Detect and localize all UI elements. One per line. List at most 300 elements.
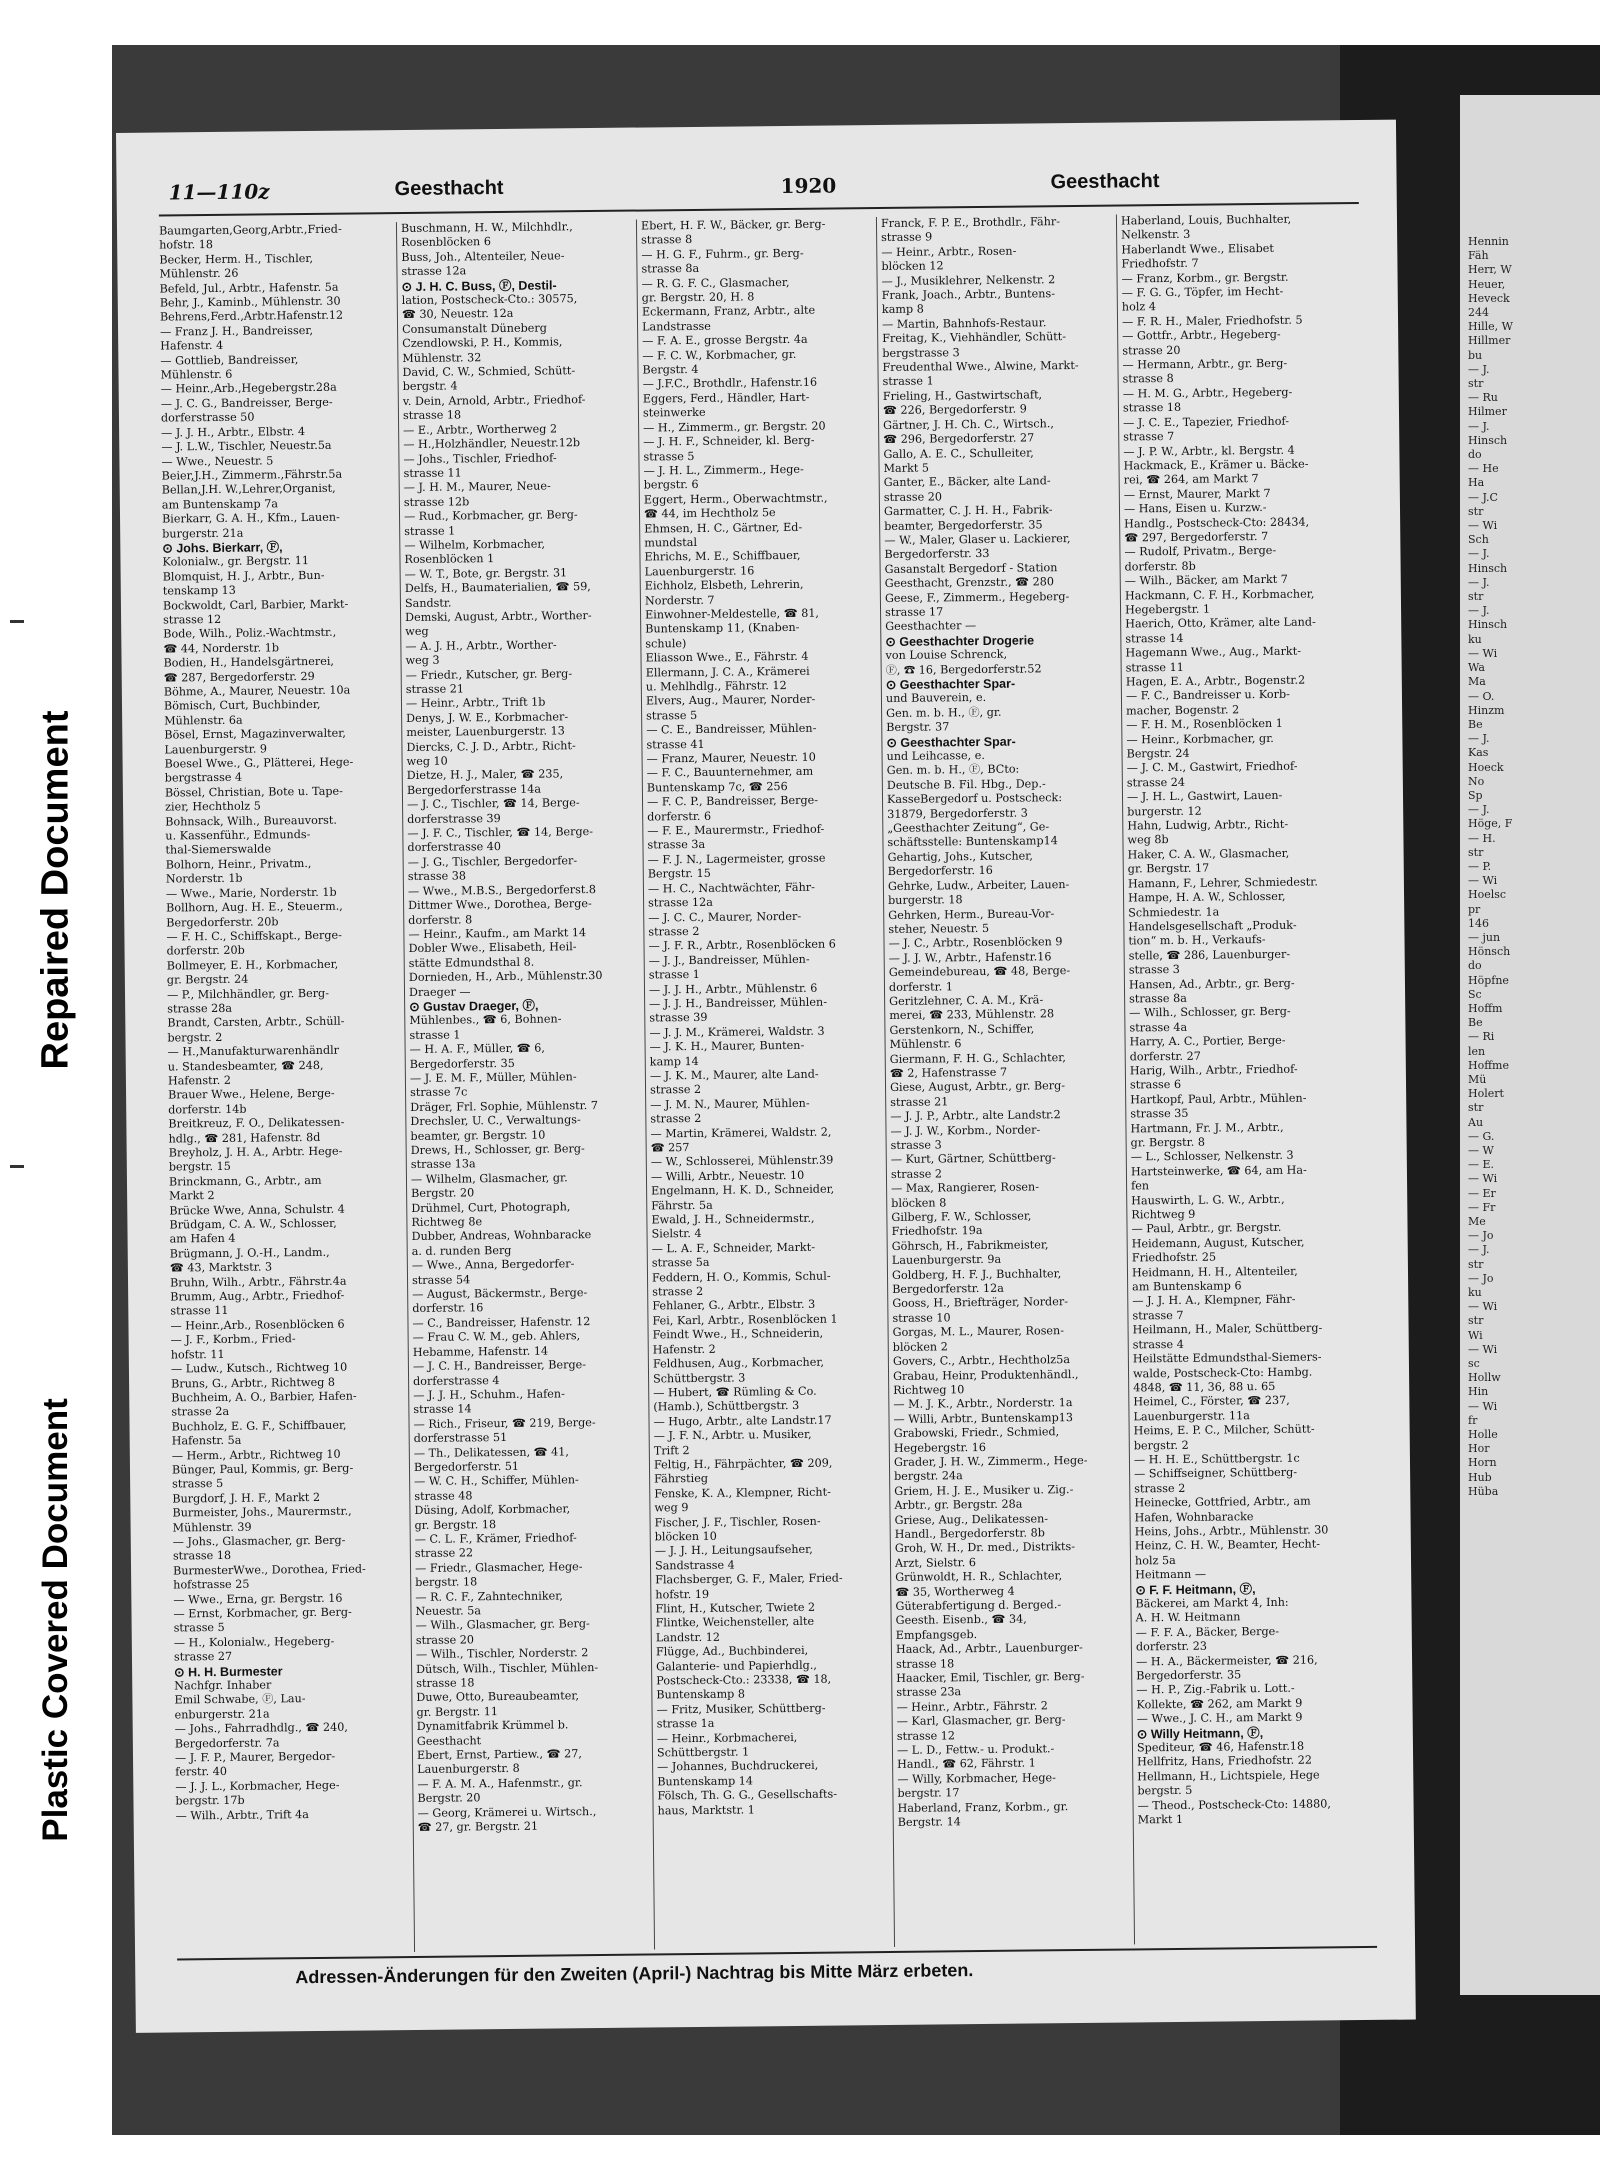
directory-entry-line: Haerich, Otto, Krämer, alte Land- — [1125, 615, 1316, 631]
directory-entry-line: Fährstieg — [654, 1472, 709, 1486]
directory-entry-line: und Bauverein, e. — [885, 691, 987, 706]
directory-entry-line: — Gottlieb, Bandreisser, — [160, 352, 299, 368]
directory-entry-line: Handelsgesellschaft „Produk- — [1128, 918, 1297, 934]
directory-entry-line: BurmesterWwe., Dorothea, Fried- — [172, 1562, 366, 1578]
directory-entry-line: Kolonialw., gr. Bergstr. 11 — [162, 554, 310, 569]
directory-entry-line: Richtweg 10 — [893, 1383, 965, 1397]
directory-entry-line: — J. K. M., Maurer, alte Land- — [649, 1067, 819, 1083]
directory-entry-line: — H. H. E., Schüttbergstr. 1c — [1133, 1451, 1300, 1467]
directory-entry-line: — F. A. E., grosse Bergstr. 4a — [642, 333, 808, 348]
next-page-edge — [1460, 95, 1600, 1995]
directory-entry-line: strasse 18 — [402, 408, 462, 423]
directory-entry-line: — Gottfr., Arbtr., Hegeberg- — [1122, 328, 1281, 343]
directory-entry-line: — H. A., Bäckermeister, ☎ 216, — [1135, 1653, 1318, 1669]
next-page-fragment: Holert — [1468, 1087, 1504, 1101]
directory-entry-line: Flint, H., Kutscher, Twiete 2 — [655, 1600, 816, 1616]
directory-entry-line: — Franz J. H., Bandreisser, — [160, 323, 314, 339]
next-page-fragment: Hilmer — [1468, 405, 1507, 419]
directory-entry-line: — P., Milchhändler, gr. Berg- — [166, 986, 330, 1002]
directory-entry-line: Brandt, Carsten, Arbtr., Schüll- — [167, 1015, 345, 1030]
directory-entry-line: Garmatter, C. J. H. H., Fabrik- — [883, 503, 1053, 519]
directory-entry-line: gr. Bergstr. 17 — [1127, 861, 1210, 876]
directory-entry-line: Breyholz, J. H. A., Arbtr. Hege- — [168, 1144, 343, 1160]
directory-entry-line: Fischer, J. F., Tischler, Rosen- — [654, 1514, 821, 1529]
directory-entry-line: Gorgas, M. L., Maurer, Rosen- — [892, 1324, 1065, 1340]
directory-entry-line: — Frau C. W. M., geb. Ahlers, — [412, 1329, 581, 1345]
directory-entry-line: Richtweg 8e — [411, 1215, 483, 1229]
directory-entry-line: Behrens,Ferd.,Arbtr.Hafenstr.12 — [159, 309, 344, 324]
directory-entry-line: Franck, F. P. E., Brothdlr., Fähr- — [880, 215, 1061, 230]
directory-entry-line: Bergedorferstr. 35 — [409, 1056, 515, 1071]
next-page-fragment: — Jo — [1468, 1229, 1494, 1243]
directory-entry-line: Buntenskamp 8 — [656, 1687, 746, 1702]
directory-entry-line: Bergedorferstr. 12a — [892, 1281, 1004, 1296]
next-page-fragment: Wi — [1468, 1328, 1483, 1342]
directory-entry-line: steinwerke — [642, 406, 706, 420]
directory-entry-line: Gehrke, Ludw., Arbeiter, Lauen- — [887, 877, 1070, 893]
directory-entry-line: Güterabfertigung d. Berged.- — [895, 1598, 1062, 1613]
directory-entry-line: bergstrasse 4 — [164, 771, 243, 785]
next-page-fragment: ku — [1468, 632, 1482, 646]
next-page-fragment: Hinsch — [1468, 561, 1508, 575]
directory-entry-line: Düsing, Adolf, Korbmacher, — [414, 1502, 571, 1518]
directory-entry-line: Blomquist, H. J., Arbtr., Bun- — [162, 568, 325, 584]
next-page-fragment: Sp — [1468, 788, 1483, 802]
directory-entry-line: Bergstr. 15 — [647, 867, 711, 881]
directory-entry-line: Nachfgr. Inhaber — [174, 1678, 272, 1693]
directory-entry-line: Ebert, H. F. W., Bäcker, gr. Berg- — [640, 217, 826, 233]
next-page-fragment: Hönsch — [1468, 945, 1511, 959]
page-code: 11—110z — [168, 179, 270, 205]
next-page-fragment: — J. — [1468, 419, 1490, 433]
directory-entry-line: — H.,Manufakturwarenhändlr — [167, 1043, 340, 1059]
directory-entry-line: strasse 11 — [170, 1304, 229, 1318]
directory-entry-line: Markt 2 — [169, 1189, 215, 1203]
directory-entry-line: — J. C. E., Tapezier, Friedhof- — [1123, 414, 1290, 430]
directory-entry-line: Bäckerei, am Markt 4, Inh: — [1135, 1595, 1289, 1611]
directory-entry-line: am Buntenskamp 7a — [161, 497, 279, 512]
directory-entry-line: strasse 35 — [1130, 1107, 1189, 1121]
directory-entry-line: ☎ 226, Bergedorferstr. 9 — [882, 402, 1027, 418]
directory-entry-line: burgerstr. 12 — [1127, 804, 1202, 819]
directory-entry-line: Gemeindebureau, ☎ 48, Berge- — [888, 964, 1071, 980]
next-page-fragment: — O. — [1468, 689, 1495, 703]
directory-entry-line: — F. H. M., Rosenblöcken 1 — [1126, 717, 1283, 732]
directory-entry-line: Buntenskamp 7c, ☎ 256 — [646, 779, 788, 795]
directory-column-4 — [881, 215, 1131, 1947]
directory-entry-line: Goldberg, H. F. J., Buchhalter, — [891, 1266, 1062, 1282]
directory-entry-line: Bergstr. 14 — [897, 1815, 961, 1829]
directory-column-3 — [641, 217, 891, 1949]
directory-entry-line: 31879, Bergedorferstr. 3 — [887, 806, 1028, 821]
directory-entry-line: Geese, F., Zimmerm., Hegeberg- — [884, 589, 1070, 605]
directory-entry-line: Ebert, Ernst, Partiew., ☎ 27, — [416, 1747, 582, 1762]
directory-entry-line: ☎ 44, Norderstr. 1b — [163, 641, 280, 656]
directory-entry-line: Trift 2 — [653, 1443, 690, 1457]
directory-entry-line: strasse 11 — [403, 466, 462, 480]
directory-entry-line: strasse 18 — [416, 1676, 475, 1690]
directory-entry-line: ⊙ Gustav Draeger, Ⓕ, — [409, 998, 539, 1014]
directory-entry-line: Engelmann, H. K. D., Schneider, — [651, 1182, 835, 1198]
next-page-fragment: Höpfne — [1468, 973, 1509, 987]
directory-entry-line: — J. M. N., Maurer, Mühlen- — [650, 1096, 810, 1112]
next-page-fragment: Me — [1468, 1215, 1486, 1229]
directory-entry-line: — J. C. C., Maurer, Norder- — [648, 909, 802, 924]
directory-entry-line: Kollekte, ☎ 262, am Markt 9 — [1136, 1696, 1303, 1712]
directory-entry-line: ferstr. 40 — [175, 1765, 228, 1779]
directory-entry-line: Neuestr. 5a — [415, 1604, 482, 1618]
directory-entry-line: — Rich., Friseur, ☎ 219, Berge- — [413, 1415, 596, 1431]
next-page-fragment: — W — [1468, 1144, 1494, 1157]
directory-entry-line: Heimel, C., Förster, ☎ 237, — [1133, 1394, 1290, 1409]
directory-entry-line: Govers, C., Arbtr., Hechtholz5a — [892, 1353, 1071, 1369]
directory-entry-line: strasse 38 — [407, 869, 467, 884]
directory-entry-line: — Rud., Korbmacher, gr. Berg- — [403, 508, 578, 524]
directory-entry-line: Heinecke, Gottfried, Arbtr., am — [1134, 1494, 1311, 1510]
directory-entry-line: strasse 2a — [171, 1405, 230, 1419]
directory-entry-line: enburgerstr. 21a — [174, 1707, 270, 1722]
directory-entry-line: strasse 5a — [651, 1256, 710, 1270]
directory-entry-line: Harig, Wilh., Arbtr., Friedhof- — [1129, 1062, 1298, 1078]
directory-entry-line: A. H. W. Heitmann — [1135, 1610, 1241, 1625]
directory-entry-line: von Louise Schrenck, — [885, 647, 1008, 663]
directory-entry-line: Mühlenbes., ☎ 6, Bohnen- — [409, 1012, 562, 1028]
directory-entry-line: ☎ 2, Hafenstrasse 7 — [889, 1065, 1008, 1080]
directory-entry-line: — Wwe., Neuestr. 5 — [161, 453, 274, 469]
directory-entry-line: — J. J. L., Korbmacher, Hege- — [175, 1778, 340, 1794]
directory-entry-line: Bergedorferstr. 51 — [413, 1459, 520, 1474]
directory-entry-line: Ellermann, J. C. A., Krämerei — [645, 664, 810, 680]
directory-entry-line: ☎ 297, Bergedorferstr. 7 — [1124, 529, 1269, 545]
next-page-fragment: Au — [1468, 1115, 1484, 1129]
directory-entry-line: Hafen, Wohnbaracke — [1134, 1509, 1254, 1524]
directory-entry-line: Hamann, F., Lehrer, Schmiedestr. — [1127, 875, 1318, 891]
directory-entry-line: Buntenskamp 14 — [657, 1774, 754, 1789]
directory-entry-line: Buchheim, A. O., Barbier, Hafen- — [171, 1389, 357, 1405]
directory-entry-line: ⊙ Geesthachter Spar- — [885, 676, 1016, 692]
directory-entry-line: KasseBergedorf u. Postscheck: — [886, 791, 1063, 807]
directory-entry-line: Nelkenstr. 3 — [1121, 228, 1191, 242]
directory-entry-line: — Wwe., Marie, Norderstr. 1b — [165, 885, 337, 901]
directory-entry-line: thal-Siemerswalde — [165, 842, 272, 857]
directory-entry-line: hofstr. 19 — [655, 1587, 710, 1602]
directory-entry-line: Hagen, E. A., Arbtr., Bogenstr.2 — [1125, 673, 1306, 689]
directory-entry-line: — J. F. P., Maurer, Bergedor- — [174, 1749, 336, 1765]
directory-entry-line: bergstrasse 3 — [882, 345, 960, 360]
directory-entry-line: Brinckmann, G., Arbtr., am — [168, 1173, 322, 1189]
directory-entry-line: Eggert, Herm., Oberwachtmstr., — [643, 491, 828, 507]
directory-entry-line: Frieling, H., Gastwirtschaft, — [882, 388, 1043, 403]
directory-entry-line: strasse 17 — [884, 605, 944, 619]
scanned-page-area — [112, 45, 1600, 2135]
directory-entry-line: Heins, Johs., Arbtr., Mühlenstr. 30 — [1134, 1523, 1329, 1539]
directory-entry-line: Grabau, Heinr, Produktenhändl., — [892, 1367, 1079, 1383]
next-page-fragment: — He — [1468, 462, 1499, 476]
directory-entry-line: strasse 41 — [646, 737, 705, 752]
directory-entry-line: strasse 22 — [414, 1546, 474, 1561]
directory-entry-line: strasse 20 — [1122, 343, 1181, 358]
next-page-fragment: Hoelsc — [1468, 888, 1507, 902]
directory-entry-line: „Geesthachter Zeitung“, Ge- — [887, 820, 1050, 836]
directory-entry-line: — J. J. H., Leitungsaufseher, — [654, 1543, 813, 1558]
directory-entry-line: gr. Bergstr. 20, H. 8 — [641, 290, 755, 305]
directory-entry-line: Göhrsch, H., Fabrikmeister, — [891, 1238, 1049, 1253]
directory-entry-line: — H. C., Nachtwächter, Fähr- — [647, 880, 815, 896]
directory-entry-line: — J.F.C., Brothdlr., Hafenstr.16 — [642, 376, 818, 391]
directory-entry-line: Bergstr. 20 — [417, 1791, 481, 1806]
directory-entry-line: — F. H. C., Schiffskapt., Berge- — [166, 928, 342, 944]
next-page-fragment: — Wi — [1468, 874, 1498, 888]
next-page-fragment: str — [1468, 1314, 1484, 1328]
directory-entry-line: a. d. runden Berg — [411, 1243, 512, 1258]
directory-entry-line: gr. Bergstr. 18 — [414, 1517, 497, 1532]
directory-entry-line: dorferstr. 20b — [166, 944, 245, 958]
directory-entry-line: — Ernst, Korbmacher, gr. Berg- — [173, 1605, 352, 1621]
next-page-fragment: Wa — [1468, 661, 1485, 675]
directory-entry-line: Feldhusen, Aug., Korbmacher, — [652, 1355, 825, 1371]
directory-entry-line: strasse 8a — [641, 262, 700, 276]
directory-entry-line: dorferstr. 16 — [412, 1301, 484, 1316]
next-page-fragment: — J. — [1468, 803, 1490, 817]
directory-entry-line: Lauenburgerstr. 8 — [417, 1762, 520, 1777]
place-name-right: Geesthacht — [1050, 170, 1160, 194]
directory-entry-line: — J. J. P., Arbtr., alte Landstr.2 — [890, 1108, 1061, 1124]
directory-entry-line: blöcken 2 — [892, 1340, 948, 1354]
next-page-fragment: — G. — [1468, 1129, 1495, 1143]
directory-entry-line: Dynamitfabrik Krümmel b. — [416, 1718, 569, 1734]
directory-column-5 — [1121, 212, 1371, 1944]
directory-entry-line: ☎ 30, Neuestr. 12a — [401, 307, 514, 322]
directory-entry-line: — J. C., Tischler, ☎ 14, Berge- — [406, 796, 580, 812]
directory-entry-line: — Max, Rangierer, Rosen- — [891, 1180, 1040, 1196]
directory-entry-line: — C., Bandreisser, Hafenstr. 12 — [412, 1314, 591, 1330]
directory-entry-line: Geesthachter — — [885, 619, 977, 634]
directory-entry-line: Giermann, F. H. G., Schlachter, — [889, 1050, 1066, 1066]
directory-entry-line: ☎ 35, Wortherweg 4 — [895, 1584, 1015, 1599]
directory-entry-line: — H., Zimmerm., gr. Bergstr. 20 — [643, 419, 826, 435]
directory-entry-line: Gilberg, F. W., Schlosser, — [891, 1209, 1032, 1224]
directory-entry-line: strasse 2 — [890, 1167, 943, 1181]
directory-entry-line: Heims, E. P. C., Milcher, Schütt- — [1133, 1422, 1315, 1438]
directory-entry-line: Schüttbergstr. 1 — [656, 1745, 750, 1760]
directory-entry-line: Markt 5 — [883, 461, 930, 475]
directory-entry-line: strasse 21 — [890, 1095, 949, 1109]
directory-entry-line: — August, Bäckermstr., Berge- — [412, 1286, 588, 1302]
next-page-fragment: Hüba — [1468, 1484, 1499, 1498]
next-page-fragment: — E. — [1468, 1158, 1495, 1172]
directory-entry-line: — F. R. H., Maler, Friedhofstr. 5 — [1121, 313, 1303, 329]
directory-entry-line: Landstrasse — [641, 319, 711, 334]
directory-entry-line: Handlg., Postscheck-Cto: 28434, — [1124, 515, 1310, 530]
directory-entry-line: — J. C. H., Bandreisser, Berge- — [412, 1358, 587, 1374]
directory-entry-line: Lauenburgerstr. 9 — [164, 742, 268, 757]
directory-entry-line: Geritzlehner, C. A. M., Krä- — [889, 993, 1044, 1008]
directory-entry-line: Rosenblöcken 1 — [404, 552, 495, 567]
directory-entry-line: Feddern, H. O., Kommis, Schul- — [651, 1269, 831, 1285]
directory-entry-line: bergstr. 17b — [175, 1794, 245, 1808]
directory-entry-line: Hartkopf, Paul, Arbtr., Mühlen- — [1130, 1091, 1307, 1107]
directory-entry-line: — W., Maler, Glaser u. Lackierer, — [884, 531, 1071, 547]
directory-entry-line: Bergstr. 20 — [411, 1186, 475, 1201]
directory-entry-line: Burgdorf, J. H. F., Markt 2 — [172, 1490, 321, 1506]
directory-entry-line: Befeld, Jul., Arbtr., Hafenstr. 5a — [159, 280, 339, 296]
directory-entry-line: Ehrichs, M. E., Schiffbauer, — [644, 549, 801, 564]
directory-entry-line: — Heinr., Arbtr., Rosen- — [881, 244, 1017, 259]
directory-entry-line: Dietze, H. J., Maler, ☎ 235, — [406, 767, 564, 783]
directory-entry-line: strasse 39 — [649, 1011, 708, 1025]
directory-entry-line: — Heinr., Korbmacher, gr. — [1126, 731, 1274, 747]
directory-entry-line: — J. H. F., Schneider, kl. Berg- — [643, 433, 815, 449]
next-page-fragment: len — [1468, 1044, 1486, 1058]
directory-entry-line: schäftsstelle: Buntenskamp14 — [887, 834, 1058, 850]
directory-entry-line: — Heinr.,Arb.,Hegebergstr.28a — [160, 381, 337, 397]
directory-entry-line: Bolhorn, Heinr., Privatm., — [165, 856, 312, 872]
directory-entry-line: kamp 14 — [649, 1054, 699, 1069]
directory-entry-line: Heinz, C. H. W., Beamter, Hecht- — [1134, 1537, 1321, 1553]
next-page-fragment: str — [1468, 845, 1484, 859]
directory-entry-line: strasse 12 — [163, 612, 222, 627]
next-page-fragment: do — [1468, 448, 1482, 462]
directory-entry-line: strasse 14 — [1125, 631, 1184, 646]
directory-entry-line: tion“ m. b. H., Verkaufs- — [1128, 933, 1266, 948]
directory-entry-line: Ganter, E., Bäcker, alte Land- — [883, 474, 1051, 490]
directory-entry-line: Schüttbergstr. 3 — [653, 1370, 746, 1385]
directory-entry-line: strasse 13a — [410, 1157, 476, 1172]
directory-entry-line: — Wilh., Bäcker, am Markt 7 — [1124, 572, 1288, 588]
directory-entry-line: Einwohner-Meldestelle, ☎ 81, — [645, 606, 820, 622]
directory-entry-line: Deutsche B. Fil. Hbg., Dep.- — [886, 777, 1046, 792]
directory-entry-line: — J. C. G., Bandreisser, Berge- — [160, 395, 333, 411]
margin-mark — [10, 1165, 24, 1168]
directory-entry-line: Mühlenstr. 26 — [159, 266, 239, 281]
directory-entry-line: — C. E., Bandreisser, Mühlen- — [646, 721, 817, 737]
directory-entry-line: — Wilh., Schlosser, gr. Berg- — [1129, 1005, 1291, 1020]
directory-entry-line: Fenske, K. A., Klempner, Richt- — [654, 1485, 831, 1501]
directory-entry-line: — J. F. C., Tischler, ☎ 14, Berge- — [407, 825, 594, 841]
directory-entry-line: — R. C. F., Zahntechniker, — [415, 1588, 563, 1604]
directory-entry-line: strasse 3 — [890, 1138, 942, 1152]
directory-entry-line: — Friedr., Kutscher, gr. Berg- — [405, 666, 573, 682]
directory-entry-line: — Johannes, Buchdruckerei, — [657, 1759, 819, 1774]
directory-entry-line: — Karl, Glasmacher, gr. Berg- — [896, 1713, 1066, 1729]
directory-entry-line: — Franz, Maurer, Neuestr. 10 — [646, 750, 816, 766]
directory-entry-line: Haker, C. A. W., Glasmacher, — [1127, 846, 1290, 862]
directory-entry-line: weg 9 — [654, 1501, 689, 1515]
directory-entry-line: — M. J. K., Arbtr., Norderstr. 1a — [893, 1396, 1073, 1412]
directory-entry-line: Bergedorferstr. 20b — [166, 914, 279, 930]
directory-entry-line: — Hans, Eisen u. Kurzw.- — [1123, 501, 1267, 516]
directory-entry-line: Drechsler, U. C., Verwaltungs- — [410, 1113, 581, 1129]
next-page-fragment: pr — [1468, 902, 1481, 916]
directory-entry-line: Markt 1 — [1137, 1813, 1184, 1827]
directory-entry-line: Hagemann Wwe., Aug., Markt- — [1125, 644, 1302, 660]
directory-entry-line: Hafenstr. 5a — [171, 1433, 242, 1448]
directory-entry-line: haus, Marktstr. 1 — [657, 1803, 755, 1818]
directory-entry-line: — Wwe., Anna, Bergedorfer- — [411, 1257, 575, 1273]
directory-entry-line: strasse 24 — [1126, 775, 1186, 790]
directory-entry-line: dorferstr. 27 — [1129, 1049, 1201, 1063]
directory-entry-line: strasse 14 — [413, 1402, 472, 1417]
directory-entry-line: strasse 8 — [641, 233, 693, 247]
directory-entry-line: strasse 7 — [1132, 1308, 1184, 1323]
next-page-fragment: — Wi — [1468, 1399, 1498, 1413]
margin-mark — [10, 620, 24, 623]
directory-entry-line: — J. J., Bandreisser, Mühlen- — [648, 952, 810, 968]
directory-entry-line: ☎ 287, Bergedorferstr. 29 — [163, 669, 315, 685]
directory-entry-line: strasse 5 — [173, 1621, 225, 1635]
next-page-fragment: Hoeck — [1468, 760, 1504, 774]
directory-entry-line: strasse 10 — [892, 1311, 951, 1325]
directory-entry-line: strasse 6 — [1129, 1078, 1182, 1092]
next-page-fragment: str — [1468, 1101, 1484, 1115]
directory-entry-line: Brücke Wwe, Anna, Schulstr. 4 — [169, 1202, 345, 1218]
directory-entry-line: — F. C., Bauunternehmer, am — [646, 765, 814, 780]
directory-entry-line: strasse 2 — [1134, 1481, 1186, 1496]
directory-entry-line: Breitkreuz, F. O., Delikatessen- — [168, 1115, 345, 1131]
directory-entry-line: Grader, J. H. W., Zimmerm., Hege- — [893, 1453, 1088, 1469]
directory-entry-line: Lauenburgerstr. 16 — [644, 564, 755, 579]
next-page-fragment: Ha — [1468, 476, 1485, 490]
directory-entry-line: Flügge, Ad., Buchbinderei, — [655, 1644, 809, 1659]
directory-entry-line: — R. G. F. C., Glasmacher, — [641, 275, 790, 291]
directory-entry-line: Dräger, Frl. Sophie, Mühlenstr. 7 — [410, 1098, 599, 1114]
directory-entry-line: Gallo, A. E. C., Schulleiter, — [883, 445, 1034, 461]
directory-entry-line: Hegebergstr. 16 — [893, 1440, 987, 1455]
directory-entry-line: Haberlandt Wwe., Elisabet — [1121, 241, 1274, 257]
next-page-fragment: Hoffme — [1468, 1058, 1509, 1072]
next-page-fragment: Hin — [1468, 1385, 1489, 1399]
directory-entry-line: strasse 5 — [172, 1477, 224, 1491]
directory-entry-line: — Hugo, Arbtr., alte Landstr.17 — [653, 1413, 832, 1429]
directory-entry-line: — J. F., Korbm., Fried- — [170, 1332, 296, 1347]
directory-entry-line: strasse 23a — [896, 1685, 962, 1700]
directory-entry-line: Dobler Wwe., Elisabeth, Heil- — [408, 940, 577, 956]
directory-entry-line: Bollhorn, Aug. H. E., Steuerm., — [166, 899, 343, 915]
directory-entry-line: Lauenburgerstr. 9a — [891, 1253, 1002, 1268]
directory-entry-line: — Johs., Glasmacher, gr. Berg- — [172, 1533, 346, 1549]
directory-entry-line: — E., Arbtr., Wortherweg 2 — [403, 422, 558, 437]
directory-entry-line: Hafenstr. 4 — [160, 339, 224, 353]
directory-entry-line: strasse 20 — [883, 490, 943, 504]
directory-entry-line: Freitag, K., Viehhändler, Schütt- — [882, 330, 1067, 346]
directory-entry-line: Buschmann, H. W., Milchhdlr., — [400, 220, 573, 236]
directory-entry-line: strasse 5 — [646, 708, 698, 723]
directory-entry-line: — J. P. W., Arbtr., kl. Bergstr. 4 — [1123, 443, 1295, 458]
directory-entry-line: — Heinr., Arbtr., Trift 1b — [405, 695, 546, 711]
directory-entry-line: Hebamme, Hafenstr. 14 — [412, 1344, 549, 1359]
directory-entry-line: — J. J. H., Arbtr., Elbstr. 4 — [161, 424, 306, 440]
next-page-fragment: No — [1468, 774, 1485, 788]
directory-entry-line: ☎ 257 — [650, 1141, 690, 1155]
directory-entry-line: Hackmann, C. F. H., Korbmacher, — [1124, 587, 1315, 603]
directory-entry-line: strasse 4a — [1129, 1020, 1188, 1035]
directory-entry-line: — Heinr., Kaufm., am Markt 14 — [408, 926, 587, 941]
directory-entry-line: — W. C. H., Schiffer, Mühlen- — [414, 1473, 579, 1489]
directory-entry-line: dorferstrasse 51 — [413, 1431, 508, 1446]
directory-entry-line: — Heinr., Arbtr., Fährstr. 2 — [896, 1699, 1048, 1714]
directory-entry-line: Hegebergstr. 1 — [1124, 602, 1211, 617]
directory-entry-line: Gehartig, Johs., Kutscher, — [887, 849, 1033, 864]
next-page-fragment: — Ri — [1468, 1030, 1495, 1044]
directory-entry-line: meister, Lauenburgerstr. 13 — [406, 724, 565, 740]
directory-entry-line: Mühlenstr. 39 — [172, 1520, 252, 1535]
directory-entry-line: kamp 8 — [881, 302, 924, 317]
directory-entry-line: strasse 2 — [652, 1284, 704, 1299]
directory-entry-line: Fei, Karl, Arbtr., Rosenblöcken 1 — [652, 1312, 838, 1328]
directory-entry-line: gr. Bergstr. 24 — [166, 972, 249, 987]
directory-entry-line: merei, ☎ 233, Mühlenstr. 28 — [889, 1007, 1055, 1023]
directory-entry-line: dorferstrasse 39 — [407, 811, 501, 826]
